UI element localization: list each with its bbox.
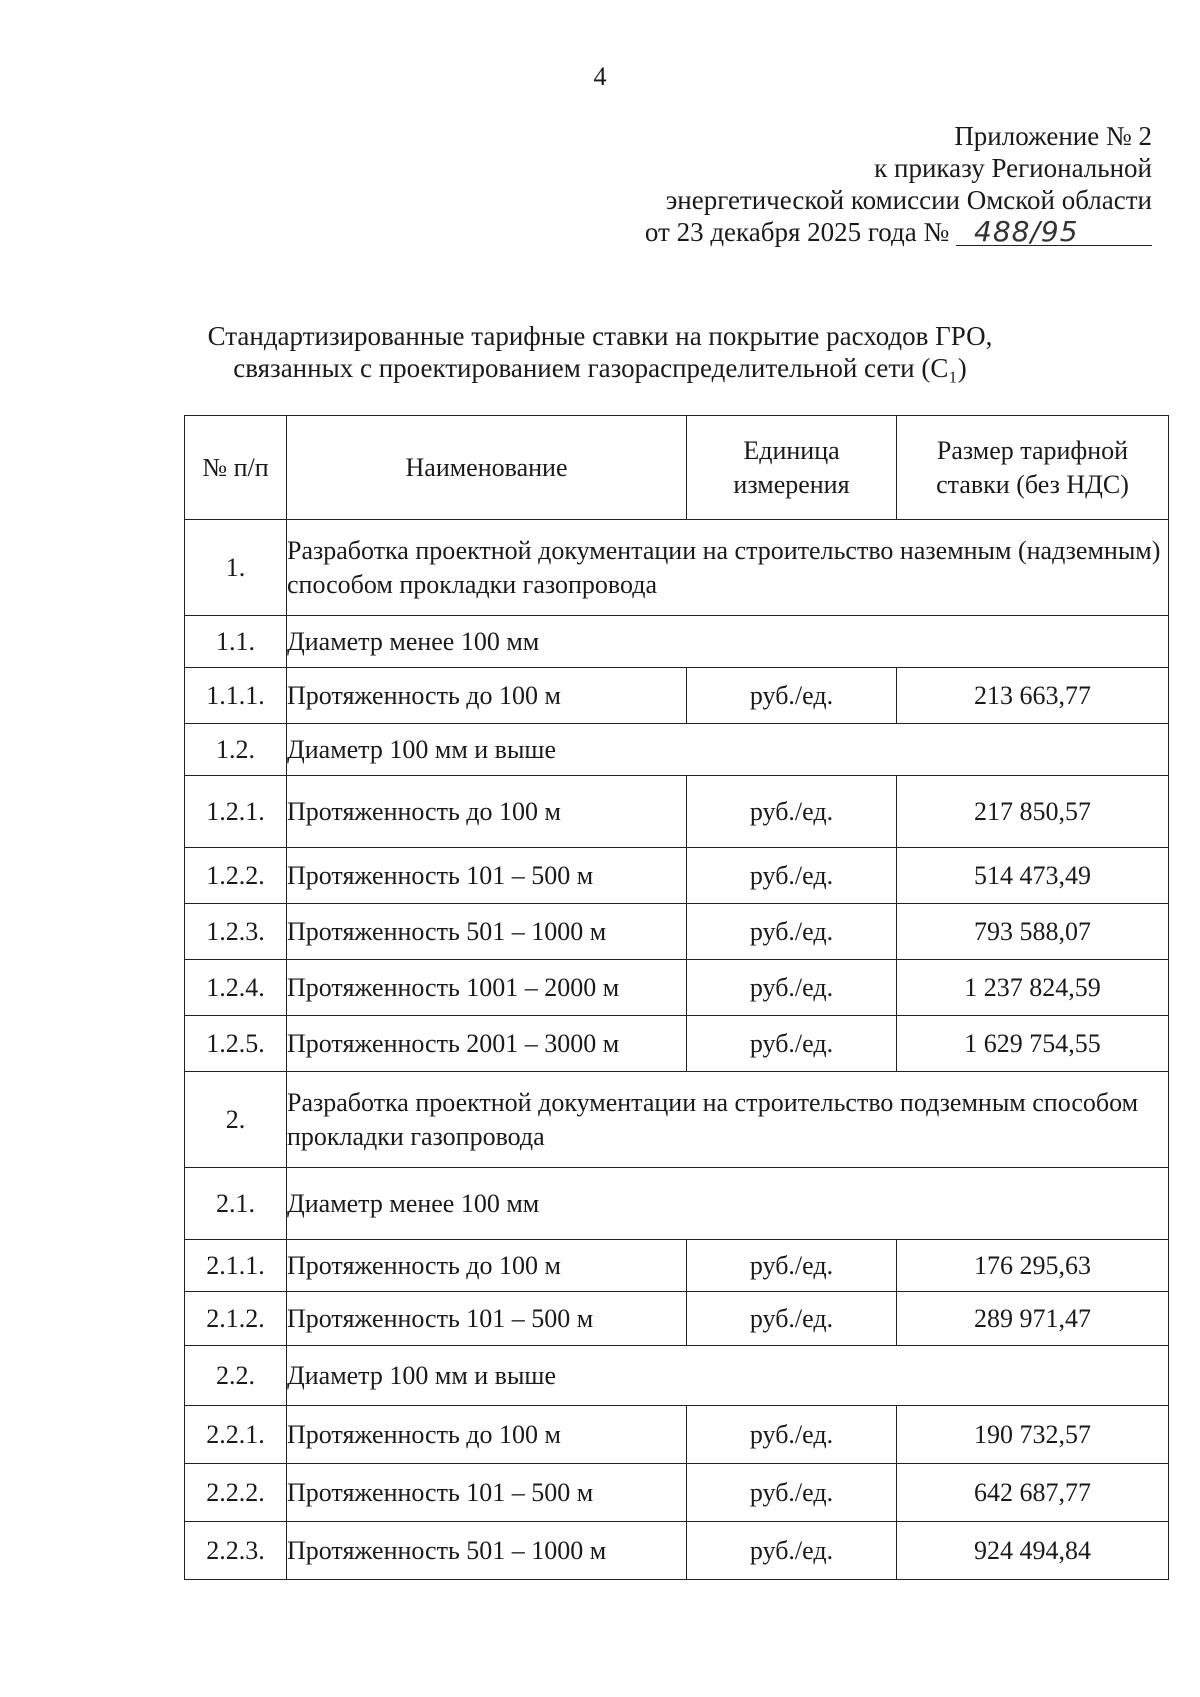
table-row — [185, 848, 1169, 904]
row-num: 1.2.4. — [185, 960, 287, 1016]
document-title — [0, 320, 1200, 384]
table-header-row — [185, 416, 1169, 520]
row-name: Протяженность 101 – 500 м — [287, 1292, 687, 1346]
row-rate: 1 629 754,55 — [897, 1016, 1169, 1072]
row-num: 2. — [185, 1072, 287, 1168]
row-num: 2.2. — [185, 1346, 287, 1406]
row-name: Протяженность 501 – 1000 м — [287, 904, 687, 960]
subsection-row — [185, 1168, 1169, 1240]
row-num: 1.2.5. — [185, 1016, 287, 1072]
row-rate: 213 663,77 — [897, 668, 1169, 724]
row-rate: 190 732,57 — [897, 1406, 1169, 1464]
row-num: 1.1.1. — [185, 668, 287, 724]
header-name: Наименование — [287, 416, 687, 520]
row-rate: 514 473,49 — [897, 848, 1169, 904]
row-name: Диаметр 100 мм и выше — [287, 724, 1169, 776]
table-row — [185, 1406, 1169, 1464]
subsection-row — [185, 616, 1169, 668]
subsection-row — [185, 1346, 1169, 1406]
row-num: 2.2.3. — [185, 1522, 287, 1580]
appendix-header — [645, 120, 1152, 248]
row-num: 1.2.1. — [185, 776, 287, 848]
table-row — [185, 776, 1169, 848]
section-row — [185, 1072, 1169, 1168]
tariff-table — [184, 415, 1169, 1580]
row-name: Разработка проектной документации на строительство подземным способом прокладки газопровода — [287, 1072, 1169, 1168]
row-unit: руб./ед. — [687, 1464, 897, 1522]
row-rate: 642 687,77 — [897, 1464, 1169, 1522]
row-name: Протяженность до 100 м — [287, 1406, 687, 1464]
row-num: 1. — [185, 520, 287, 616]
table-row — [185, 1240, 1169, 1292]
order-number-handwritten: 488/95 — [956, 219, 1152, 246]
row-unit: руб./ед. — [687, 1292, 897, 1346]
title-line-2: связанных с проектированием газораспределительной сети (С₁) — [233, 353, 967, 383]
row-num: 2.1.2. — [185, 1292, 287, 1346]
row-unit: руб./ед. — [687, 1406, 897, 1464]
row-unit: руб./ед. — [687, 776, 897, 848]
appendix-order-line — [645, 216, 1152, 248]
row-name: Протяженность 101 – 500 м — [287, 848, 687, 904]
row-name: Диаметр 100 мм и выше — [287, 1346, 1169, 1406]
title-line-1: Стандартизированные тарифные ставки на покрытие расходов ГРО, — [207, 321, 993, 351]
row-unit: руб./ед. — [687, 668, 897, 724]
row-unit: руб./ед. — [687, 1240, 897, 1292]
row-num: 1.2.3. — [185, 904, 287, 960]
subsection-row — [185, 724, 1169, 776]
row-rate: 1 237 824,59 — [897, 960, 1169, 1016]
row-name: Разработка проектной документации на строительство наземным (надземным) способом прокладки газопровода — [287, 520, 1169, 616]
row-num: 2.2.1. — [185, 1406, 287, 1464]
row-num: 2.1.1. — [185, 1240, 287, 1292]
row-num: 1.2. — [185, 724, 287, 776]
table-row — [185, 960, 1169, 1016]
row-unit: руб./ед. — [687, 904, 897, 960]
row-rate: 924 494,84 — [897, 1522, 1169, 1580]
row-unit: руб./ед. — [687, 848, 897, 904]
appendix-line-2: к приказу Региональной — [874, 153, 1152, 183]
header-unit: Единица измерения — [687, 416, 897, 520]
row-name: Протяженность до 100 м — [287, 1240, 687, 1292]
header-rate: Размер тарифной ставки (без НДС) — [897, 416, 1169, 520]
appendix-line-1: Приложение № 2 — [954, 121, 1152, 151]
row-name: Протяженность 101 – 500 м — [287, 1464, 687, 1522]
row-rate: 176 295,63 — [897, 1240, 1169, 1292]
table-row — [185, 1016, 1169, 1072]
row-name: Диаметр менее 100 мм — [287, 616, 1169, 668]
table-row — [185, 1292, 1169, 1346]
row-name: Диаметр менее 100 мм — [287, 1168, 1169, 1240]
appendix-line-3: энергетической комиссии Омской области — [665, 185, 1152, 215]
row-num: 1.2.2. — [185, 848, 287, 904]
row-name: Протяженность 1001 – 2000 м — [287, 960, 687, 1016]
table-row — [185, 904, 1169, 960]
row-name: Протяженность до 100 м — [287, 668, 687, 724]
page-number: 4 — [593, 62, 607, 91]
section-row — [185, 520, 1169, 616]
row-name: Протяженность до 100 м — [287, 776, 687, 848]
row-rate: 793 588,07 — [897, 904, 1169, 960]
header-num: № п/п — [185, 416, 287, 520]
row-unit: руб./ед. — [687, 1522, 897, 1580]
row-rate: 289 971,47 — [897, 1292, 1169, 1346]
row-num: 2.1. — [185, 1168, 287, 1240]
order-date-text: от 23 декабря 2025 года № — [644, 217, 950, 247]
table-row — [185, 668, 1169, 724]
row-name: Протяженность 2001 – 3000 м — [287, 1016, 687, 1072]
row-rate: 217 850,57 — [897, 776, 1169, 848]
table-row — [185, 1522, 1169, 1580]
row-unit: руб./ед. — [687, 1016, 897, 1072]
row-name: Протяженность 501 – 1000 м — [287, 1522, 687, 1580]
row-num: 1.1. — [185, 616, 287, 668]
row-unit: руб./ед. — [687, 960, 897, 1016]
table-row — [185, 1464, 1169, 1522]
row-num: 2.2.2. — [185, 1464, 287, 1522]
